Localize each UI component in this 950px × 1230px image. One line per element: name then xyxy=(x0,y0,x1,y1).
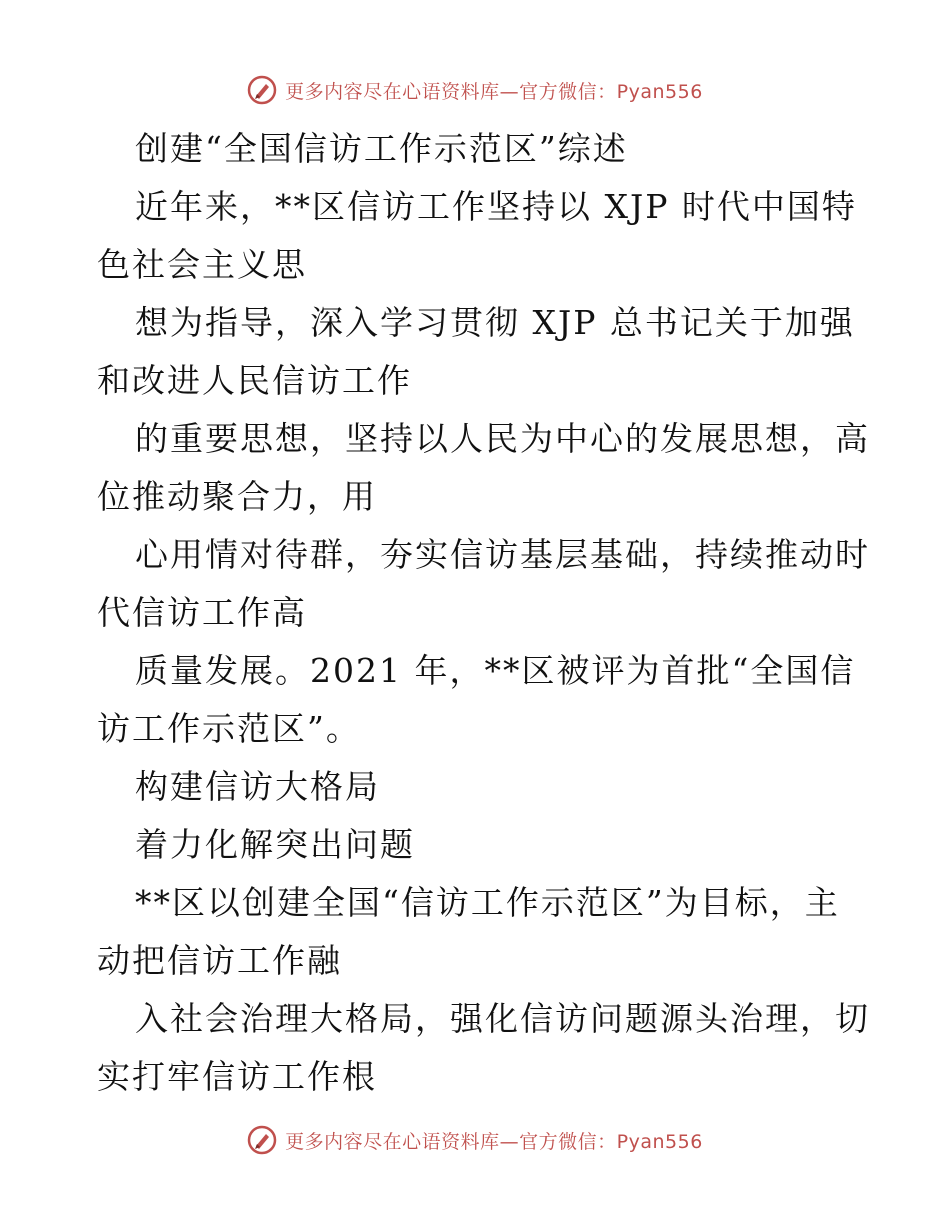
document-line: **区以创建全国“信访工作示范区”为目标，主 xyxy=(135,883,840,922)
document-line: 入社会治理大格局，强化信访问题源头治理，切 xyxy=(135,999,870,1038)
header-banner-text: 更多内容尽在心语资料库—官方微信：Pyan556 xyxy=(285,80,703,103)
footer-banner xyxy=(0,1120,950,1160)
document-line: 心用情对待群，夯实信访基层基础，持续推动时 xyxy=(135,535,870,574)
document-line: 着力化解突出问题 xyxy=(135,825,415,864)
document-line: 实打牢信访工作根 xyxy=(97,1057,377,1096)
pen-circle-logo-icon xyxy=(247,75,277,105)
document-line: 质量发展。2021 年，**区被评为首批“全国信 xyxy=(135,651,856,690)
document-line: 访工作示范区”。 xyxy=(97,709,361,748)
document-line: 位推动聚合力，用 xyxy=(97,477,377,516)
document-line: 的重要思想，坚持以人民为中心的发展思想，高 xyxy=(135,419,870,458)
document-line: 想为指导，深入学习贯彻 XJP 总书记关于加强 xyxy=(135,303,855,342)
document-line: 构建信访大格局 xyxy=(135,767,380,806)
footer-banner-text: 更多内容尽在心语资料库—官方微信：Pyan556 xyxy=(285,1130,703,1153)
document-line: 创建“全国信访工作示范区”综述 xyxy=(135,129,628,168)
document-line: 和改进人民信访工作 xyxy=(97,361,412,400)
pen-circle-logo-icon xyxy=(247,1125,277,1155)
document-line: 色社会主义思 xyxy=(97,245,307,284)
document-line: 动把信访工作融 xyxy=(97,941,342,980)
document-body xyxy=(97,120,870,1106)
document-line: 代信访工作高 xyxy=(97,593,307,632)
document-line: 近年来，**区信访工作坚持以 XJP 时代中国特 xyxy=(135,187,857,226)
header-banner xyxy=(0,70,950,110)
